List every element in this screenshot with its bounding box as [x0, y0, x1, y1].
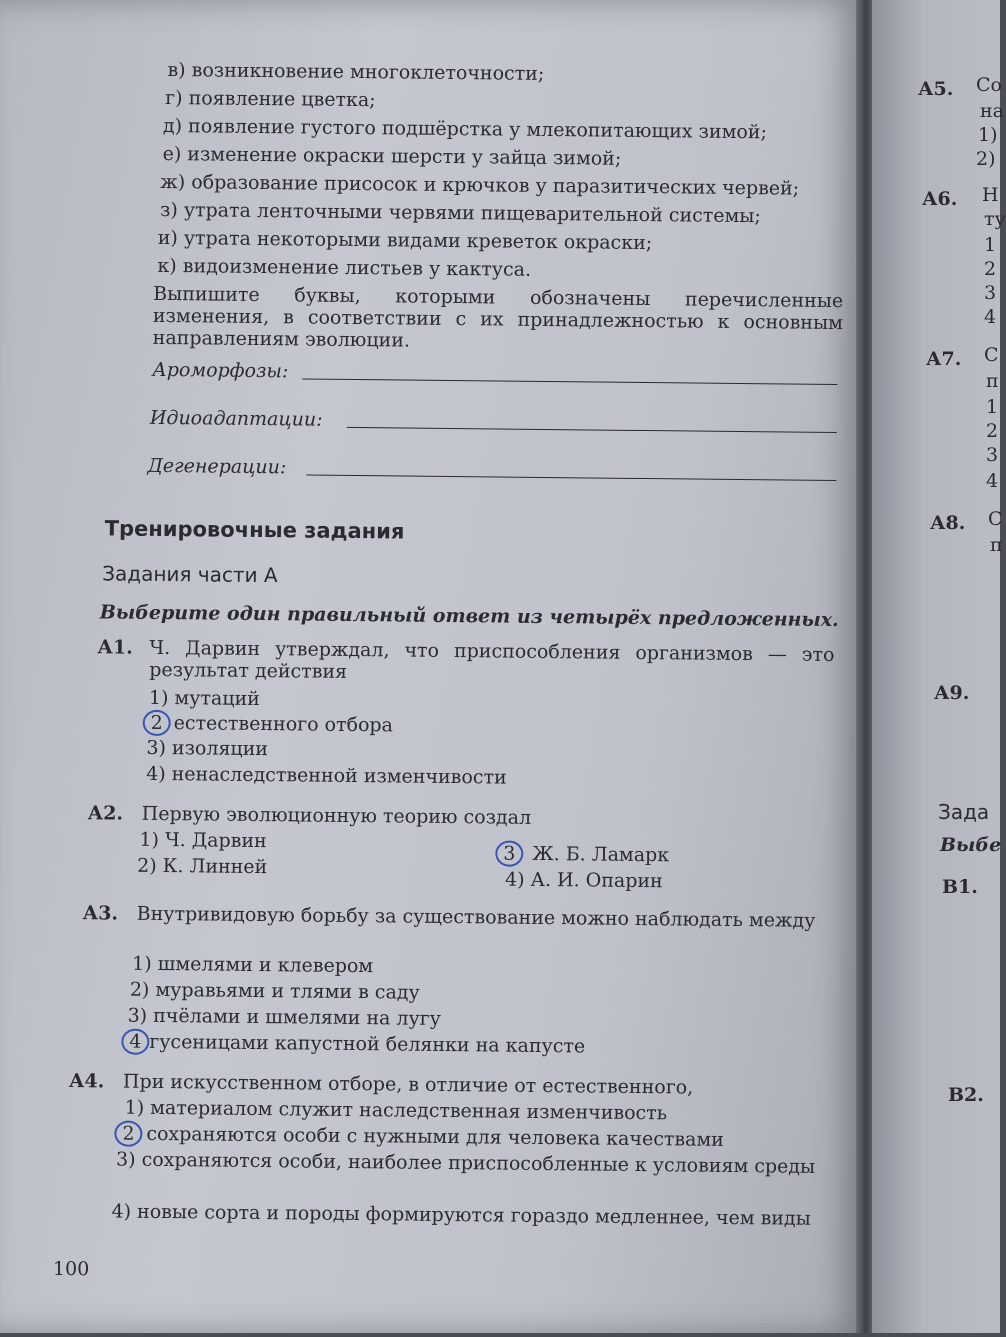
- question-a4-number: А4.: [68, 1070, 105, 1093]
- question-a4-option-4[interactable]: 4) новые сорта и породы формируются гораздо медленнее, чем виды: [111, 1200, 811, 1230]
- question-a1-option-3[interactable]: 3) изоляции: [146, 736, 269, 761]
- right-fragment: Со: [976, 74, 1002, 96]
- question-a8-number: А8.: [930, 512, 966, 534]
- right-fragment: 2): [976, 148, 996, 170]
- list-item-v: в) возникновение многоклеточности;: [167, 59, 545, 85]
- right-fragment: Н: [982, 184, 999, 206]
- right-fragment: п: [986, 370, 999, 392]
- question-a9-number: А9.: [934, 682, 970, 704]
- question-a7-number: А7.: [926, 348, 962, 370]
- right-fragment: С: [984, 344, 999, 366]
- question-a4-option-3[interactable]: 3) сохраняются особи, наиболее приспособленные к условиям среды: [116, 1148, 816, 1178]
- section-title: Тренировочные задания: [104, 516, 405, 544]
- right-fragment: на: [980, 100, 1004, 122]
- question-a1-circled-digit: 2: [150, 711, 163, 734]
- aromorphoses-label: Ароморфозы:: [152, 358, 289, 383]
- right-subsection-fragment: Зада: [938, 800, 990, 824]
- right-fragment: ту: [984, 208, 1006, 230]
- instruction-paragraph: Выпишите буквы, которыми обозначены перечисленные изменения, в соответствии с их принадлежностью к основным направлениям эволюции.: [152, 282, 844, 352]
- right-fragment: 1): [978, 124, 998, 146]
- right-fragment: 4: [986, 470, 999, 492]
- question-a3-option-4[interactable]: гусеницами капустной белянки на капусте: [149, 1030, 586, 1058]
- right-fragment: 2: [984, 258, 997, 280]
- list-item-i: и) утрата некоторыми видами креветок окраски;: [157, 226, 653, 255]
- question-a1-option-4[interactable]: 4) ненаследственной изменчивости: [146, 762, 507, 789]
- question-a4-circled-digit: 2: [122, 1122, 135, 1145]
- right-fragment: 4: [984, 306, 997, 328]
- question-a2-number: А2.: [87, 802, 124, 825]
- right-instruction-fragment: Выбе: [940, 834, 1002, 856]
- question-a2-circled-digit: 3: [503, 842, 516, 865]
- right-fragment: 2: [986, 420, 999, 442]
- question-a5-number: А5.: [918, 78, 954, 100]
- idioadaptations-answer-line[interactable]: [347, 427, 837, 433]
- list-item-e: е) изменение окраски шерсти у зайца зимой;: [162, 142, 622, 170]
- list-item-d: д) появление густого подшёрстка у млекопитающих зимой;: [162, 114, 768, 144]
- right-fragment: п: [990, 534, 1003, 556]
- question-a4-option-1[interactable]: 1) материалом служит наследственная изменчивость: [124, 1096, 668, 1125]
- question-a1-option-2[interactable]: естественного отбора: [173, 712, 394, 737]
- question-a1-option-1[interactable]: 1) мутаций: [148, 686, 260, 711]
- right-fragment: 1: [984, 234, 997, 256]
- list-item-k: к) видоизменение листьев у кактуса.: [157, 254, 532, 281]
- question-a2-option-4[interactable]: 4) А. И. Опарин: [504, 868, 663, 893]
- idioadaptations-label: Идиоадаптации:: [149, 406, 323, 431]
- question-a2-text: Первую эволюционную теорию создал: [141, 802, 532, 829]
- question-a3-option-2[interactable]: 2) муравьями и тлями в саду: [129, 978, 420, 1004]
- aromorphoses-answer-line[interactable]: [302, 378, 837, 385]
- question-b2-number: В2.: [948, 1084, 984, 1106]
- right-fragment: 3: [984, 282, 997, 304]
- question-a2-option-1[interactable]: 1) Ч. Дарвин: [139, 828, 267, 853]
- list-item-g: г) появление цветка;: [165, 86, 376, 112]
- right-fragment: С: [988, 508, 1003, 530]
- page-number: 100: [52, 1257, 90, 1281]
- question-a6-number: А6.: [922, 188, 958, 210]
- question-a4-option-2[interactable]: сохраняются особи с нужными для человека качествами: [146, 1122, 724, 1151]
- question-a1-text: Ч. Дарвин утверждал, что приспособления организмов — это результат действия: [149, 636, 835, 683]
- right-fragment: 1: [986, 396, 999, 418]
- choose-instruction: Выберите один правильный ответ из четырёх предложенных.: [99, 601, 839, 632]
- list-item-z: з) утрата ленточными червями пищеварительной системы;: [159, 198, 761, 228]
- question-a3-option-3[interactable]: 3) пчёлами и шмелями на лугу: [127, 1004, 441, 1030]
- question-a1-number: А1.: [97, 636, 133, 659]
- question-a3-number: А3.: [82, 902, 119, 925]
- subsection-title: Задания части А: [102, 561, 278, 588]
- question-b1-number: В1.: [942, 876, 978, 898]
- question-a3-text: Внутривидовую борьбу за существование можно наблюдать между: [136, 902, 816, 932]
- question-a3-circled-digit: 4: [129, 1030, 142, 1053]
- question-a4-text: При искусственном отборе, в отличие от естественного,: [122, 1070, 694, 1099]
- right-fragment: 3: [986, 444, 999, 466]
- question-a2-option-3[interactable]: Ж. Б. Ламарк: [532, 842, 670, 867]
- degenerations-label: Дегенерации:: [147, 454, 287, 479]
- degenerations-answer-line[interactable]: [306, 474, 836, 481]
- question-a2-option-2[interactable]: 2) К. Линней: [137, 854, 268, 879]
- question-a3-option-1[interactable]: 1) шмелями и клевером: [132, 952, 374, 978]
- list-item-zh: ж) образование присосок и крючков у паразитических червей;: [160, 170, 800, 200]
